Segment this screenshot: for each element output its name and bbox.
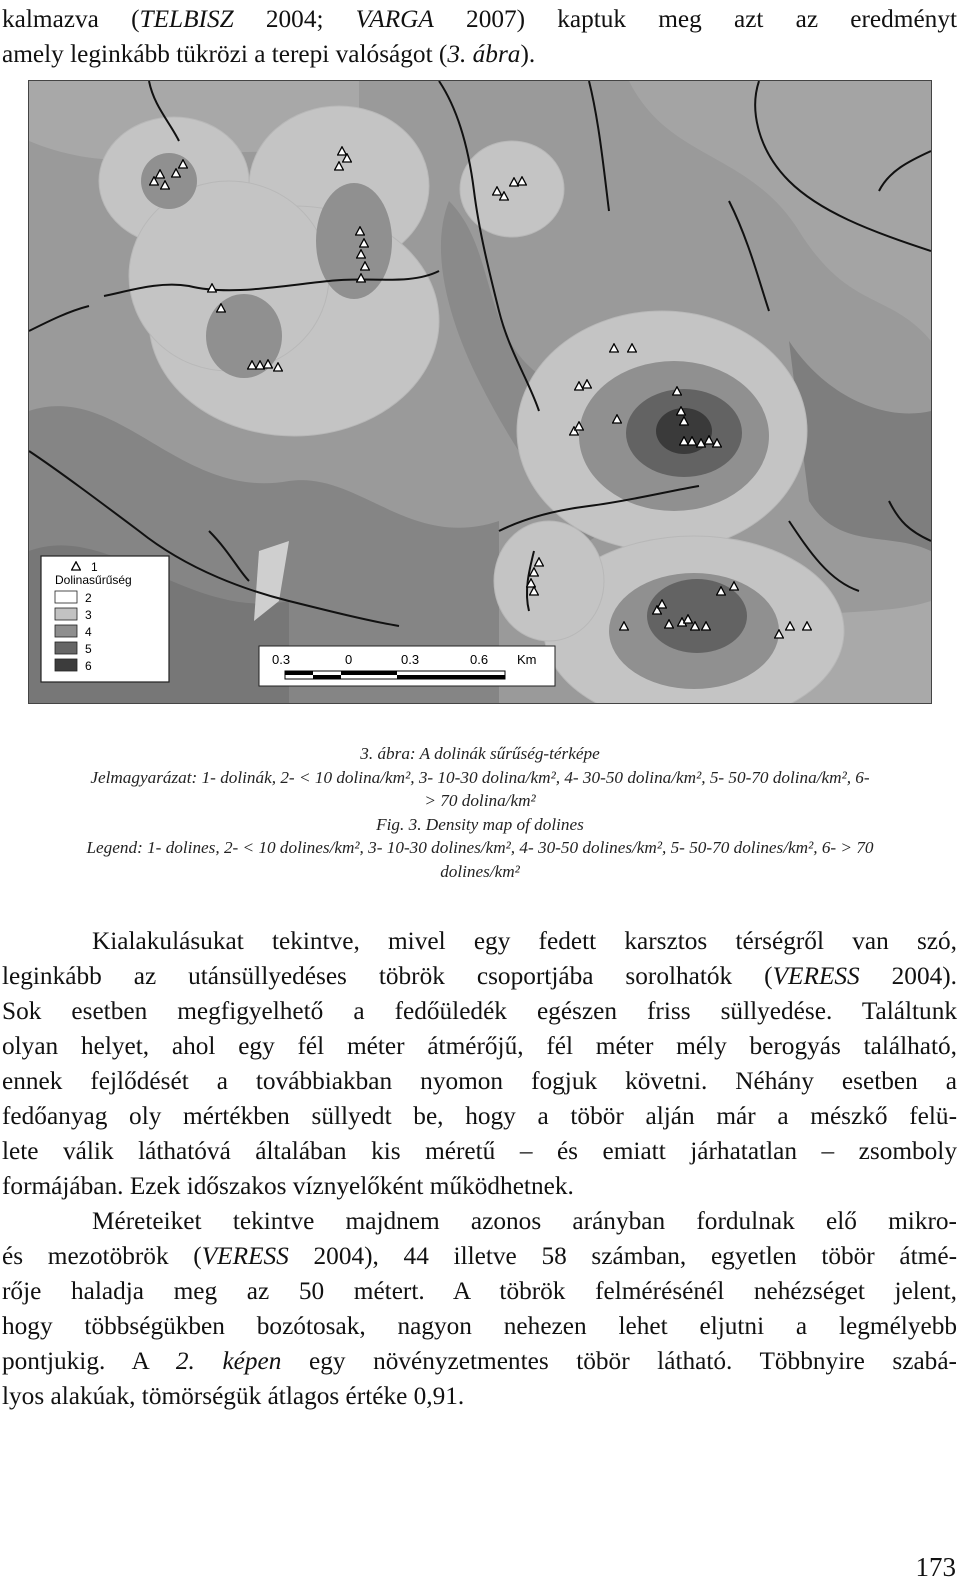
caption-legend-hu: Jelmagyarázat: 1- dolinák, 2- < 10 dolina/km², 3- 10-30 dolina/km², 4- 30-50 dolina/km², 5- 50-70 dolina/km², 6- xyxy=(90,767,870,787)
text-line: formájában. Ezek időszakos víznyelőként működhetnek. xyxy=(2,1172,574,1200)
legend-label-4: 4 xyxy=(85,625,92,639)
legend-swatch-6 xyxy=(55,659,77,671)
caption-legend-en: Legend: 1- dolines, 2- < 10 dolines/km², 3- 10-30 dolines/km², 4- 30-50 dolines/km², 5- 50-70 dolines/km², 6- > 70 xyxy=(86,838,874,857)
text-line: fedőanyag oly mértékben süllyedt be, hogy a töbör alján már a mészkő felü- xyxy=(2,1102,957,1130)
caption-title-hu: 3. ábra: A dolinák sűrűség-térképe xyxy=(360,744,600,763)
legend-swatch-3 xyxy=(55,608,77,620)
text-line: leginkább az utánsüllyedéses töbrök csoportjába sorolhatók (VERESS 2004). xyxy=(2,962,958,990)
text-line: amely leginkább tükrözi a terepi valóságot (3. ábra). xyxy=(2,40,536,68)
citation: VERESS xyxy=(772,962,860,990)
legend-label-2: 2 xyxy=(85,591,92,605)
text-line: és mezotöbrök (VERESS 2004), 44 illetve 58 számban, egyetlen töbör átmé- xyxy=(2,1242,957,1270)
scale-bar xyxy=(259,646,555,686)
text-line: Kialakulásukat tekintve, mivel egy fedett karsztos térségről van szó, xyxy=(92,927,957,955)
text-line: hogy többségükben bozótosak, nagyon nehezen lehet eljutni a legmélyebb xyxy=(2,1312,957,1340)
caption-legend-en-cont: dolines/km² xyxy=(440,861,520,881)
text-line: ennek fejlődését a továbbiakban nyomon fogjuk követni. Néhány esetben a xyxy=(2,1067,957,1095)
figure-caption xyxy=(0,742,960,883)
legend-symbol-label: 1 xyxy=(91,560,98,574)
body-text xyxy=(2,924,957,1414)
intro-text xyxy=(2,2,957,72)
text-line: olyan helyet, ahol egy fél méter átmérőjű, fél méter mély berogyás található, xyxy=(2,1032,957,1060)
scale-label: 0.3 xyxy=(272,652,291,667)
page-number: 173 xyxy=(915,1552,956,1582)
legend-label-5: 5 xyxy=(85,642,92,656)
map-svg xyxy=(29,81,931,703)
scale-label: 0 xyxy=(345,652,353,667)
caption-legend-hu-cont: > 70 dolina/km² xyxy=(424,791,536,810)
figure-reference: 2. képen xyxy=(175,1347,282,1375)
figure-reference: 3. ábra xyxy=(447,40,521,68)
legend-swatch-2 xyxy=(55,591,77,603)
text-line: Méreteiket tekintve majdnem azonos arányban fordulnak elő mikro- xyxy=(92,1207,957,1235)
legend-swatch-5 xyxy=(55,642,77,654)
legend-label-6: 6 xyxy=(85,659,92,673)
legend-swatch-4 xyxy=(55,625,77,637)
legend-label-3: 3 xyxy=(85,608,92,622)
text-line: kalmazva (TELBISZ 2004; VARGA 2007) kaptuk meg azt az eredményt xyxy=(2,5,957,33)
text-line: pontjukig. A 2. képen egy növényzetmentes töbör látható. Többnyire szabá- xyxy=(2,1347,957,1375)
text-line: Sok esetben megfigyelhető a fedőüledék egészen friss süllyedése. Találtunk xyxy=(2,997,957,1025)
caption-title-en: Fig. 3. Density map of dolines xyxy=(376,814,584,834)
citation: VARGA xyxy=(355,5,434,33)
scale-label: 0.3 xyxy=(401,652,420,667)
map-legend xyxy=(41,556,169,682)
citation: VERESS xyxy=(201,1242,289,1270)
text-line: lete válik láthatóvá általában kis méretű – és emiatt járhatatlan – zsomboly xyxy=(2,1137,957,1165)
scale-label: 0.6 xyxy=(470,652,489,667)
citation: TELBISZ xyxy=(139,5,234,33)
text-line: lyos alakúak, tömörségük átlagos értéke 0,91. xyxy=(2,1382,465,1410)
legend-title: Dolinasűrűség xyxy=(55,573,132,587)
doline-density-map xyxy=(28,80,932,704)
scale-label: Km xyxy=(517,652,537,667)
text-line: rője haladja meg az 50 métert. A töbrök felmérésénél nehézséget jelent, xyxy=(2,1277,957,1305)
